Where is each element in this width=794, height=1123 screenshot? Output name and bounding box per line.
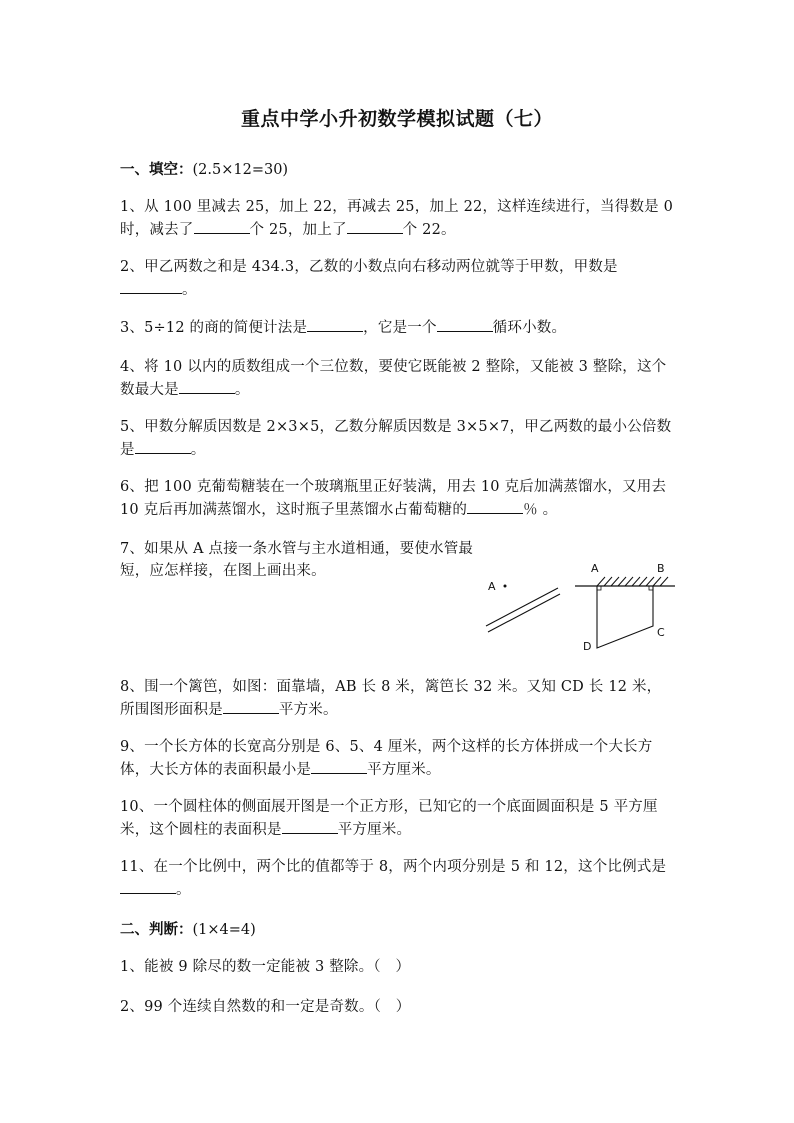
question-6: [120, 476, 676, 521]
label-d: D: [583, 640, 592, 653]
question-text: 2、甲乙两数之和是 434.3，乙数的小数点向右移动两位就等于甲数，甲数是: [120, 259, 618, 275]
question-text: 1、能被 9 除尽的数一定能被 3 整除。（ ）: [120, 959, 411, 975]
question-text: 7、如果从 A 点接一条水管与主水道相通，要使水管最短，应怎样接，在图上画出来。: [120, 541, 474, 579]
answer-blank[interactable]: [347, 218, 403, 234]
question-text: 6、把 100 克葡萄糖装在一个玻璃瓶里正好装满，用去 10 克后加满蒸馏水，又用去 10 克后再加满蒸馏水，这时瓶子里蒸馏水占葡萄糖的: [120, 479, 667, 518]
section-heading: 一、填空：: [120, 161, 193, 178]
question-text: 循环小数。: [492, 320, 567, 336]
answer-blank[interactable]: [194, 218, 250, 234]
section-fill-in-heading: [120, 158, 288, 179]
answer-blank[interactable]: [282, 818, 338, 834]
question-text: ％ 。: [523, 502, 558, 518]
answer-blank[interactable]: [120, 878, 176, 894]
question-text: 。: [182, 282, 197, 298]
answer-blank[interactable]: [467, 498, 523, 514]
question-text: 8、围一个篱笆，如图：面靠墙，AB 长 8 米，篱笆长 32 米。又知 CD 长 12 米，所围图形面积是: [120, 679, 662, 718]
main-pipe-line-1: [486, 588, 558, 626]
question-text: 5、甲数分解质因数是 2×3×5，乙数分解质因数是 3×5×7，甲乙两数的最小公倍数是: [120, 419, 672, 458]
wall-hatching: [597, 577, 668, 586]
question-5: [120, 416, 676, 461]
question-8: [120, 676, 676, 721]
section-score: (2.5×12=30): [192, 162, 289, 178]
point-a-dot: [504, 585, 507, 588]
answer-blank[interactable]: [311, 758, 367, 774]
label-c: C: [657, 626, 665, 639]
pipe-figure: [480, 570, 570, 640]
question-text: 11、在一个比例中，两个比的值都等于 8，两个内项分别是 5 和 12，这个比例式是: [120, 859, 667, 875]
question-3: [120, 316, 676, 339]
question-text: 。: [190, 442, 206, 458]
question-text: 2、99 个连续自然数的和一定是奇数。（ ）: [120, 999, 411, 1015]
question-text: 平方厘米。: [367, 762, 441, 778]
question-text: 9、一个长方体的长宽高分别是 6、5、4 厘米，两个这样的长方体拼成一个大长方体，大长方体的表面积最小是: [120, 739, 653, 778]
question-text: 平方厘米。: [337, 822, 412, 838]
label-a: A: [591, 562, 599, 575]
question-4: [120, 356, 676, 401]
question-text: 10、一个圆柱体的侧面展开图是一个正方形，已知它的一个底面圆面积是 5 平方厘米，这个圆柱的表面积是: [120, 799, 658, 838]
answer-blank[interactable]: [120, 278, 182, 294]
question-9: [120, 736, 676, 781]
section-score: (1×4=4): [192, 922, 256, 938]
main-pipe-line-2: [488, 594, 560, 632]
question-text: 4、将 10 以内的质数组成一个三位数，要使它既能被 2 整除，又能被 3 整除，这个数最大是: [120, 359, 667, 398]
answer-blank[interactable]: [179, 378, 235, 394]
question-10: [120, 796, 676, 841]
question-11: [120, 856, 676, 901]
label-b: B: [657, 562, 665, 575]
question-text: 个 25，加上了: [249, 222, 347, 238]
question-text: 1、从 100 里减去 25，加上 22，再减去 25，加上 22，这样连续进行，当得数是 0 时，减去了: [120, 199, 674, 238]
question-text: 。: [176, 882, 191, 898]
answer-blank[interactable]: [307, 316, 363, 332]
question-text: 个 22。: [402, 222, 456, 238]
question-1: [120, 196, 676, 241]
question-7: [120, 538, 480, 582]
judge-question-2: [120, 996, 676, 1018]
answer-blank[interactable]: [437, 316, 493, 332]
fence-figure: [575, 560, 680, 655]
question-text: 3、5÷12 的商的简便计法是: [120, 320, 308, 336]
question-text: 。: [234, 382, 250, 398]
answer-blank[interactable]: [135, 438, 191, 454]
judge-question-1: [120, 956, 676, 978]
point-a-label: A: [488, 580, 496, 593]
question-2: [120, 256, 676, 301]
answer-blank[interactable]: [223, 698, 279, 714]
section-heading: 二、判断：: [120, 921, 193, 938]
question-text: ，它是一个: [363, 320, 437, 336]
question-text: 平方米。: [278, 702, 338, 718]
fence-outline: [597, 586, 653, 648]
section-judge-heading: [120, 918, 256, 939]
page-title: 重点中学小升初数学模拟试题（七）: [240, 108, 553, 130]
